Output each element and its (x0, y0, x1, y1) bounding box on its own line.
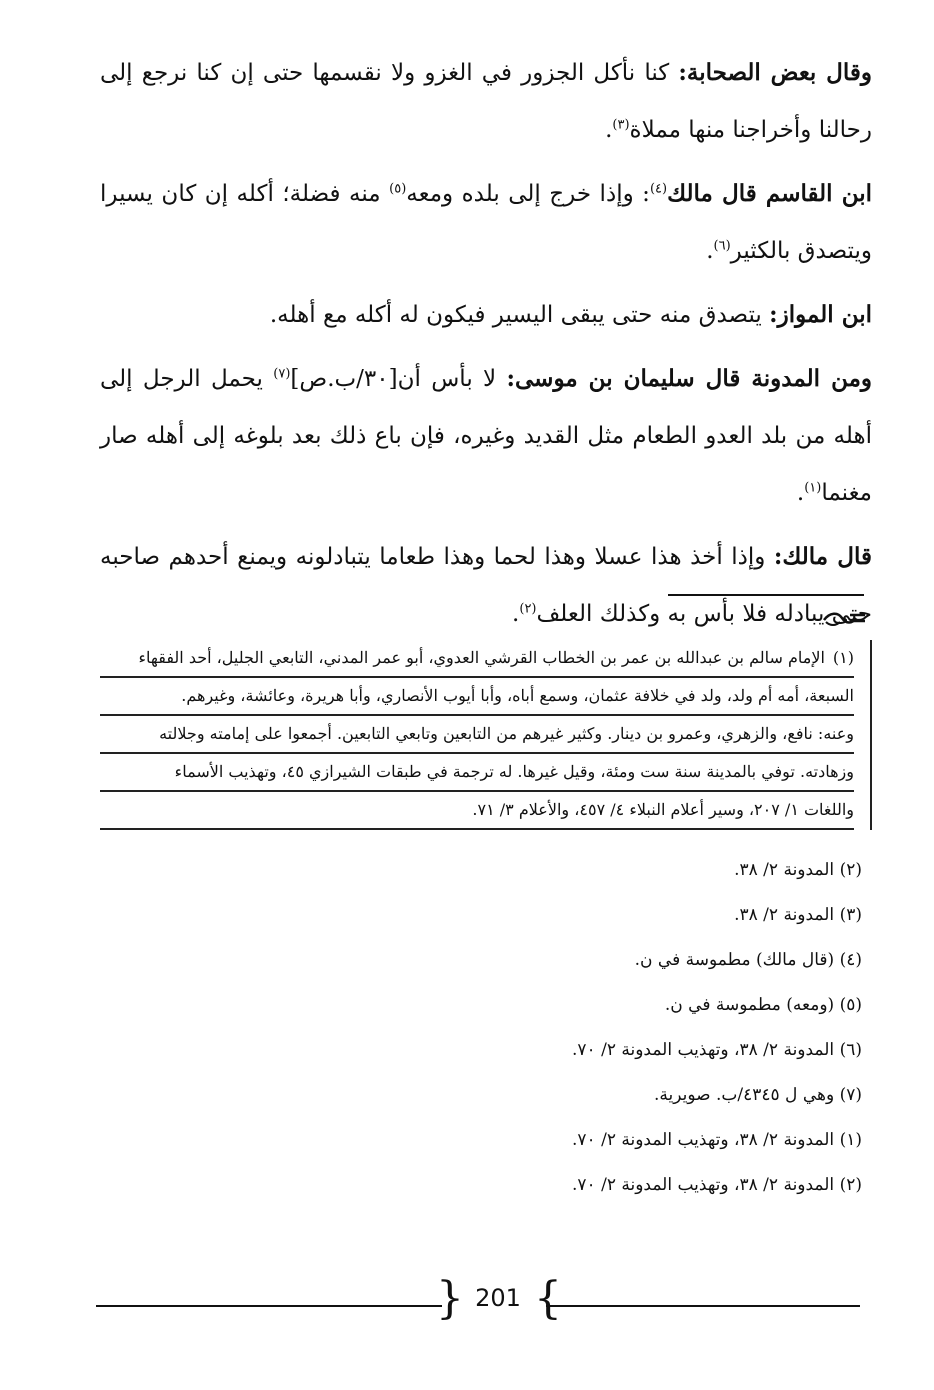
paragraph-text: . (796, 480, 805, 506)
footnote-number: (١) (832, 648, 854, 667)
footnote-item (100, 1073, 862, 1118)
footnote-line: السبعة، أمه أم ولد، ولد في خلافة عثمان، وسمع أباه، وأبا أيوب الأنصاري، وأبا هريرة، وعائشة، وغيرهم. (100, 678, 854, 716)
footnote-separator (668, 594, 864, 596)
footnote-ref: (٧) (273, 366, 291, 382)
footnote-text: (قال مالك) مطموسة في ن. (634, 950, 835, 970)
footnote-ref: (٢) (519, 601, 537, 617)
footnote-text: المدونة ٢/ ٣٨. (734, 905, 835, 925)
paragraph-lead: ابن المواز: (769, 301, 872, 328)
footnote-text: (ومعه) مطموسة في ن. (664, 995, 835, 1015)
footnote-item (100, 938, 862, 983)
footer-brace-left: { (436, 1273, 464, 1324)
paragraph-text: وإذا أخذ هذا عسلا وهذا لحما وهذا طعاما يتبادلونه ويمنع أحدهم صاحبه حتى يبادله فلا بأس به وكذلك العلف (100, 544, 872, 627)
footnote-number: (٣) (834, 905, 862, 925)
paragraph-text: منه فضلة؛ أكله إن كان يسيرا ويتصدق بالكثير (100, 181, 872, 264)
paragraph-text: لا بأس أن[٣٠/ب.ص] (290, 366, 507, 392)
footnote-ref: (١) (804, 480, 822, 496)
footnote-ref: (٤) (649, 181, 668, 197)
paragraph-lead: قال مالك: (773, 543, 872, 570)
footnote-biography (100, 640, 872, 830)
paragraph (100, 44, 872, 159)
footnote-item (100, 983, 862, 1028)
page-footer (96, 1270, 860, 1342)
footnote-number: (٥) (834, 995, 862, 1015)
paragraph-text: : وإذا خرج إلى بلده ومعه (406, 181, 650, 207)
footnote-number: (٢) (834, 860, 862, 880)
footnote-line: واللغات ١/ ٢٠٧، وسير أعلام النبلاء ٤/ ٤٥٧، والأعلام ٣/ ٧١. (100, 792, 854, 830)
footnote-number: (١) (834, 1130, 862, 1150)
paragraph-text: . (605, 117, 613, 143)
page-number: 201 (475, 1284, 521, 1312)
footnote-text: المدونة ٢/ ٣٨، وتهذيب المدونة ٢/ ٧٠. (572, 1040, 835, 1060)
paragraph-text: . (706, 238, 714, 264)
footnote-text: المدونة ٢/ ٣٨. (734, 860, 835, 880)
footer-brace-right: } (534, 1273, 562, 1324)
footnote-text: المدونة ٢/ ٣٨، وتهذيب المدونة ٢/ ٧٠. (572, 1130, 835, 1150)
footnote-line: وزهادته. توفي بالمدينة سنة ست ومئة، وقيل غيرها. له ترجمة في طبقات الشيرازي ٤٥، وتهذيب الأسماء (100, 754, 854, 792)
paragraph-lead: وقال بعض الصحابة: (678, 59, 872, 86)
footnote-number: (٦) (834, 1040, 862, 1060)
footnote-text: المدونة ٢/ ٣٨، وتهذيب المدونة ٢/ ٧٠. (572, 1175, 835, 1195)
footnote-number: (٢) (834, 1175, 862, 1195)
footnote-ref: (٣) (612, 117, 630, 133)
footnote-line: وعنه: نافع، والزهري، وعمرو بن دينار. وكثير غيرهم من التابعين وتابعي التابعين. أجمعوا على إمامته وجلالته (100, 716, 854, 754)
footnote-text: وهي ل ٤٣٤٥/ب. صويرية. (654, 1085, 835, 1105)
footnote-flourish-icon (820, 606, 866, 632)
footnote-item (100, 1163, 862, 1208)
paragraph (100, 350, 872, 522)
footnote-item (100, 1118, 862, 1163)
footnote-ref: (٥) (389, 181, 407, 197)
paragraph (100, 165, 872, 280)
footnote-line: (١)الإمام سالم بن عبدالله بن عمر بن الخطاب القرشي العدوي، أبو عمر المدني، التابعي الجليل، أحد الفقهاء (100, 640, 854, 678)
footer-rule-right (546, 1305, 860, 1307)
footnote-item (100, 1028, 862, 1073)
footnote-number: (٤) (834, 950, 862, 970)
paragraph-text: يتصدق منه حتى يبقى اليسير فيكون له أكله مع أهله. (269, 302, 770, 328)
footnote-item (100, 848, 862, 893)
footnotes-list (100, 848, 862, 1208)
footnote-ref: (٦) (713, 238, 731, 254)
main-text-body (100, 44, 872, 649)
footnote-item (100, 893, 862, 938)
paragraph-lead: ومن المدونة قال سليمان بن موسى: (506, 365, 873, 392)
paragraph-text: يحمل الرجل إلى أهله من بلد العدو الطعام مثل القديد وغيره، فإن باع ذلك بعد بلوغه إلى أهله صار مغنما (100, 366, 872, 506)
footer-rule-left (96, 1305, 442, 1307)
paragraph-lead: ابن القاسم قال مالك (667, 180, 873, 207)
paragraph-text: . (512, 601, 520, 627)
footnote-number: (٧) (834, 1085, 862, 1105)
paragraph (100, 528, 872, 643)
paragraph-text: كنا نأكل الجزور في الغزو ولا نقسمها حتى إن كنا نرجع إلى رحالنا وأخراجنا منها مملاة (100, 60, 872, 143)
paragraph (100, 286, 872, 344)
